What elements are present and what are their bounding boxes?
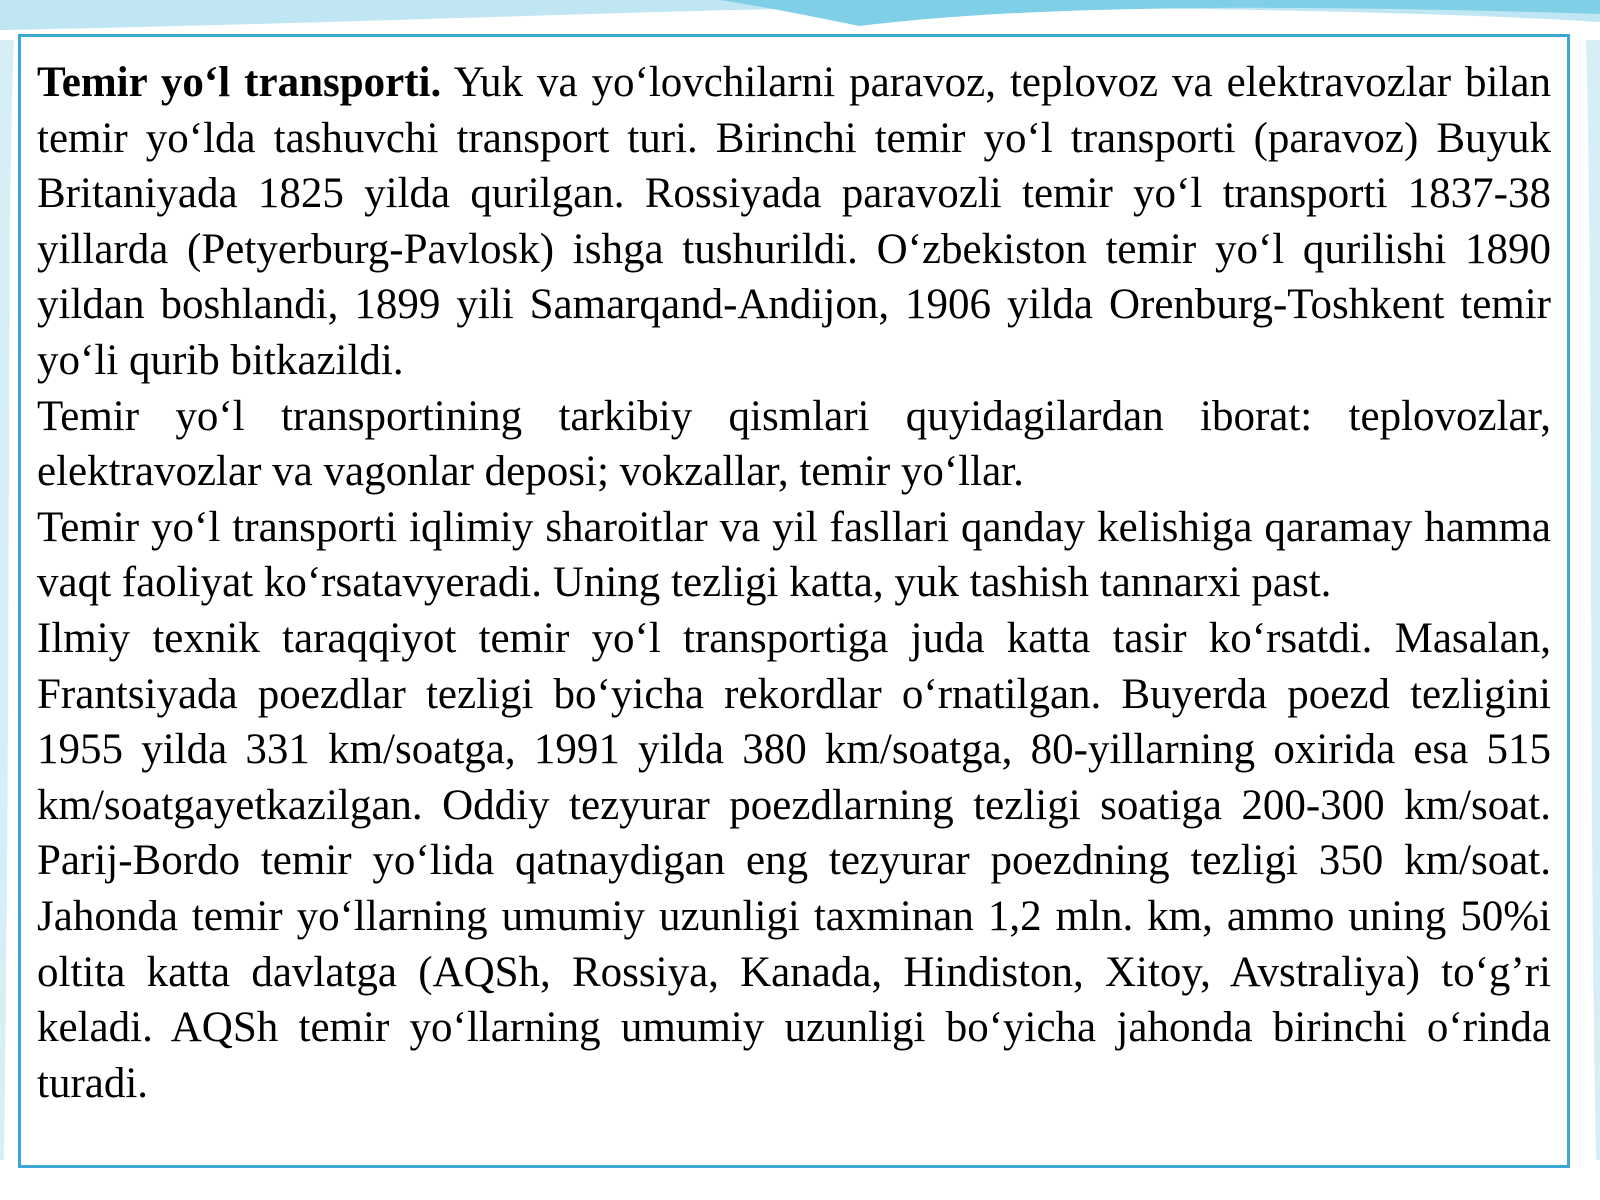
paragraph-climate-operation: Temir yo‘l transporti iqlimiy sharoitlar va yil fasllari qanday kelishiga qaramay hamma vaqt faoliyat ko‘rsatavyeradi. Uning tezligi katta, yuk tashish tannarxi past. (37, 503, 1551, 607)
paragraph-components: Temir yo‘l transportining tarkibiy qismlari quyidagilardan iborat: teplovozlar, elektravozlar va vagonlar deposi; vokzallar, temir yo‘llar. (37, 392, 1551, 496)
paragraph-railway-intro-body: Yuk va yo‘lovchilarni paravoz, teplovoz va elektravozlar bilan temir yo‘lda tashuvchi transport turi. Birinchi temir yo‘l transporti (paravoz) Buyuk Britaniyada 1825 yilda qurilgan. Rossiyada paravozli temir yo‘l transporti 1837-38 yillarda (Petyerburg-Pavlosk) ishga tushurildi. O‘zbekiston temir yo‘l qurilishi 1890 yildan boshlandi, 1899 yili Samarqand-Andijon, 1906 yilda Orenburg-Toshkent temir yo‘li qurib bitkazildi. (37, 59, 1552, 384)
paragraph-railway-intro (37, 55, 1551, 389)
text-frame (18, 34, 1570, 1168)
paragraph-speed-records: Ilmiy texnik taraqqiyot temir yo‘l transportiga juda katta tasir ko‘rsatdi. Masalan, Frantsiyada poezdlar tezligi bo‘yicha rekordlar o‘rnatilgan. Buyerda poezd tezligini 1955 yilda 331 km/soatga, 1991 yilda 380 km/soatga, 80-yillarning oxirida esa 515 km/soatgayetkazilgan. Oddiy tezyurar poezdlarning tezligi soatiga 200-300 km/soat. Parij-Bordo temir yo‘lida qatnaydigan eng tezyurar poezdning tezligi 350 km/soat. Jahonda temir yo‘llarning umumiy uzunligi taxminan 1,2 mln. km, ammo uning 50%i oltita katta davlatga (AQSh, Rossiya, Kanada, Hindiston, Xitoy, Avstraliya) to‘g’ri keladi. AQSh temir yo‘llarning umumiy uzunligi bo‘yicha jahonda birinchi o‘rinda turadi. (37, 614, 1551, 1107)
section-title: Temir yo‘l transporti. (37, 59, 442, 106)
right-wave-decoration (1578, 40, 1600, 1160)
